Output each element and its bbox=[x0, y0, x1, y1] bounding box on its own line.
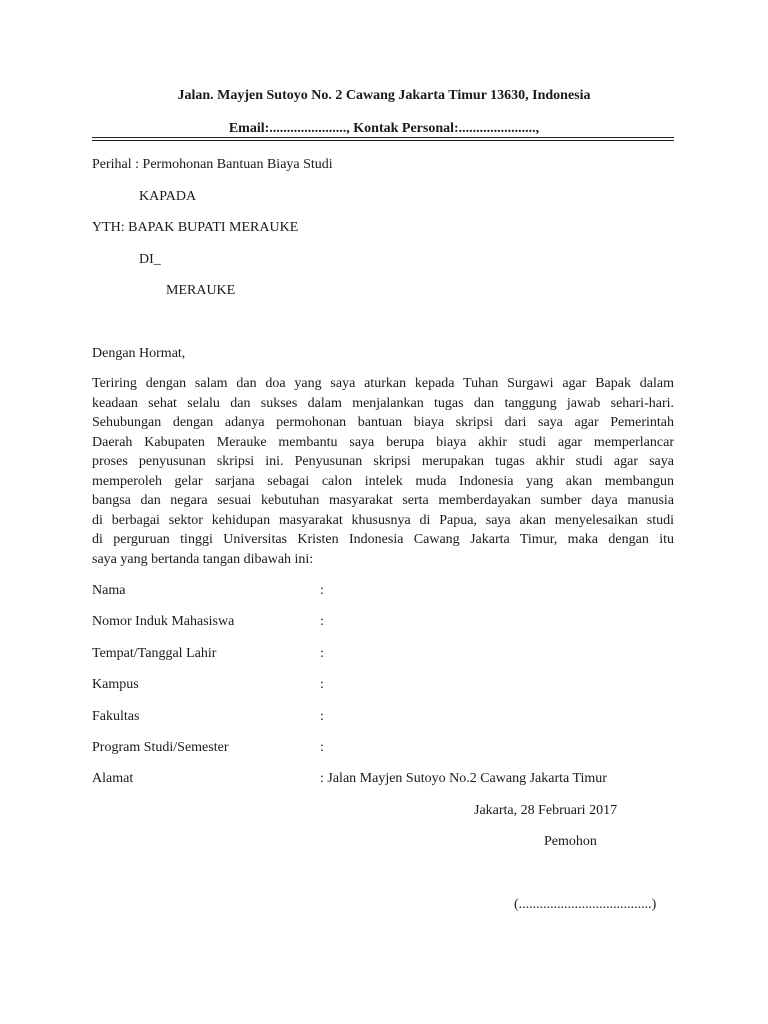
field-value: : bbox=[320, 677, 324, 692]
addressee-recipient: YTH: BAPAK BUPATI MERAUKE bbox=[92, 220, 299, 235]
field-label: Tempat/Tanggal Lahir bbox=[92, 646, 217, 661]
field-row-fakultas bbox=[92, 709, 674, 729]
greeting: Dengan Hormat, bbox=[92, 346, 186, 361]
body-line: Teriring dengan salam dan doa yang saya aturkan kepada Tuhan Surgawi agar Bapak dalam bbox=[92, 376, 674, 391]
letterhead-address: Jalan. Mayjen Sutoyo No. 2 Cawang Jakarta Timur 13630, Indonesia bbox=[177, 88, 591, 103]
header-rule-top bbox=[92, 137, 674, 138]
body-line: di berbagai sektor kehidupan masyarakat khususnya di Papua, saya akan menyelesaikan studi bbox=[92, 512, 674, 528]
body-line: saya yang bertanda tangan dibawah ini: bbox=[92, 551, 314, 567]
field-row-nama bbox=[92, 583, 674, 603]
applicant-label: Pemohon bbox=[544, 834, 597, 849]
field-value: : bbox=[320, 709, 324, 724]
letter-date: Jakarta, 28 Februari 2017 bbox=[474, 803, 618, 818]
addressee-place: MERAUKE bbox=[166, 283, 236, 298]
field-label: Fakultas bbox=[92, 709, 140, 724]
field-label: Program Studi/Semester bbox=[92, 740, 229, 755]
addressee-at: DI_ bbox=[139, 252, 161, 267]
field-row-nim bbox=[92, 614, 674, 634]
field-row-alamat bbox=[92, 771, 674, 791]
addressee-to: KAPADA bbox=[139, 189, 197, 204]
body-line: bangsa dan negara sesuai kebutuhan masyarakat serta memberdayakan sumber daya manusia bbox=[92, 493, 674, 508]
letterhead-contact: Email:......................, Kontak Personal:......................, bbox=[228, 121, 540, 136]
body-line: keadaan sehat selalu dan sukses dalam menjalankan tugas dan tanggung jawab sehari-hari. bbox=[92, 395, 674, 411]
letter-body bbox=[92, 374, 674, 569]
field-row-kampus bbox=[92, 677, 674, 697]
header-rule-bottom bbox=[92, 140, 674, 141]
field-label: Kampus bbox=[92, 677, 139, 692]
field-label: Alamat bbox=[92, 771, 134, 786]
field-row-prodi bbox=[92, 740, 674, 760]
field-row-ttl bbox=[92, 646, 674, 666]
body-line: Sehubungan dengan adanya permohonan bantuan biaya skripsi dari saya agar Pemerintah bbox=[92, 415, 674, 430]
body-line: di perguruan tinggi Universitas Kristen Indonesia Cawang Jakarta Timur, maka dengan itu bbox=[92, 532, 674, 547]
body-line: proses penyusunan skripsi ini. Penyusunan skripsi merupakan tugas akhir studi agar saya bbox=[92, 454, 674, 469]
field-value: : bbox=[320, 583, 324, 598]
signature-line: (......................................) bbox=[514, 897, 657, 912]
field-value: : bbox=[320, 646, 324, 661]
field-value: : bbox=[320, 614, 324, 629]
body-line: Daerah Kabupaten Merauke membantu saya berupa biaya akhir studi agar memperlancar bbox=[92, 434, 674, 450]
body-line: memperoleh gelar sarjana sebagai calon intelek muda Indonesia yang akan membangun bbox=[92, 473, 674, 489]
field-value: : bbox=[320, 740, 324, 755]
field-label: Nama bbox=[92, 583, 126, 598]
field-label: Nomor Induk Mahasiswa bbox=[92, 614, 235, 629]
subject-line: Perihal : Permohonan Bantuan Biaya Studi bbox=[92, 157, 333, 172]
field-value: : Jalan Mayjen Sutoyo No.2 Cawang Jakarta Timur bbox=[320, 771, 607, 786]
